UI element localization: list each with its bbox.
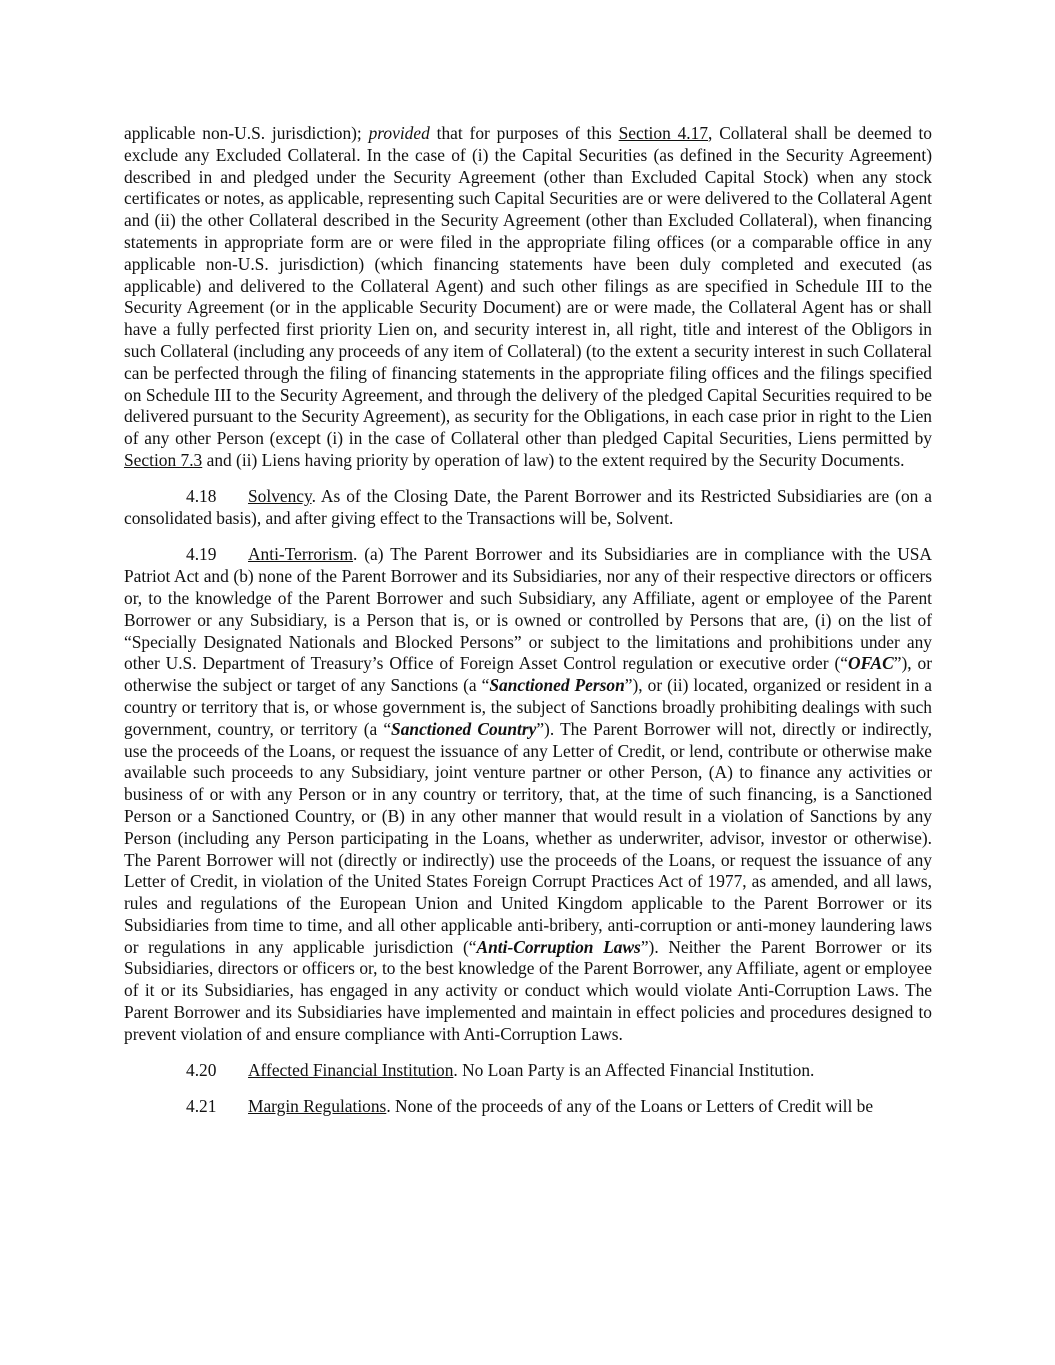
section-reference-4-17: Section 4.17 [618,123,709,143]
section-text: . As of the Closing Date, the Parent Borrower and its Restricted Subsidiaries are (on a consolidated basis), and after giving effect to the Transactions will be, Solvent. [124,486,932,529]
section-title-affected-financial-institution: Affected Financial Institution [248,1060,454,1081]
defined-term-sanctioned-country: Sanctioned Country [391,718,537,739]
section-title-solvency: Solvency [248,486,312,507]
text-run: applicable non-U.S. jurisdiction); [124,123,369,143]
section-text: . (a) The Parent Borrower and its Subsidiaries are in compliance with the USA Patriot Act and (b) none of the Parent Borrower and its Subsidiaries, nor any of their respective directors or officers or, to the knowledge of the Parent Borrower and such Subsidiary, any Affiliate, agent or employee of the Parent Borrower or any Subsidiary, is a Person that is, or is owned or controlled by Persons that are, (i) on the list of “Specially Designated Nationals and Blocked Persons” or subject to the limitations and prohibitions under any other U.S. Department of Treasury’s Office of Foreign Asset Control regulation or executive order (“ [124,544,932,674]
text-run: that for purposes of this [429,123,619,143]
text-run: , Collateral shall be deemed to exclude any Excluded Collateral. In the case of (i) the Capital Securities (as defined in the Security Agreement) described in and pledged under the Security Agreement (other than Excluded Capital Stock) when any stock certificates or notes, as applicable, representing such Capital Securities are or were delivered to the Collateral Agent and (ii) the other Collateral described in the Security Agreement (other than Excluded Collateral), when financing statements in appropriate form are or were filed in the appropriate filing offices (or a comparable office in any applicable non-U.S. jurisdiction) (which financing statements have been duly completed and executed (as applicable) and delivered to the Collateral Agent) and such other filings as are specified in Schedule III to the Security Agreement (or in the applicable Security Document) are or were made, the Collateral Agent has or shall have a fully perfected first priority Lien on, and security interest in, all right, title and interest of the Obligors in such Collateral (including any proceeds of any item of Collateral) (to the extent a security interest in such Collateral can be perfected through the filing of financing statements in the appropriate filing offices and the filings specified on Schedule III to the Security Agreement, and through the delivery of the pledged Capital Securities required to be delivered pursuant to the Security Agreement), as security for the Obligations, in each case prior in right to the Lien of any other Person (except (i) in the case of Collateral other than pledged Capital Securities, Liens permitted by [124,123,932,449]
section-4-18 [124,486,932,530]
section-text: ”). The Parent Borrower will not, directly or indirectly, use the proceeds of the Loans, or request the issuance of any Letter of Credit, or lend, contribute or otherwise make available such proceeds to any Subsidiary, joint venture partner or other Person, (A) to finance any activities or business of or with any Person or in any country or territory, that, at the time of such financing, is a Sanctioned Person or a Sanctioned Country, or (B) in any other manner that would result in a violation of Sanctions by any Person (including any Person participating in the Loans, whether as underwriter, advisor, investor or otherwise). The Parent Borrower will not (directly or indirectly) use the proceeds of the Loans, or request the issuance of any Letter of Credit, in violation of the United States Foreign Corrupt Practices Act of 1977, as amended, and all laws, rules and regulations of the European Union and United Kingdom applicable to the Parent Borrower or its Subsidiaries from time to time, and all other applicable anti-bribery, anti-corruption or anti-money laundering laws or regulations in any applicable jurisdiction (“ [124,718,933,957]
section-title-margin-regulations: Margin Regulations [248,1096,387,1117]
document-page [124,123,932,1133]
section-4-19 [124,544,932,1045]
text-run: and (ii) Liens having priority by operation of law) to the extent required by the Security Documents. [202,449,905,470]
section-title-anti-terrorism: Anti-Terrorism [248,544,354,565]
defined-term-anti-corruption-laws: Anti-Corruption Laws [476,936,641,957]
section-reference-7-3: Section 7.3 [124,449,203,470]
section-number: 4.20 [186,1060,217,1081]
section-number: 4.21 [186,1096,217,1117]
provided-term: provided [368,123,430,143]
section-text: ”), or (ii) located, organized or resident in a country or territory that is, or whose government is, the subject of Sanctions broadly prohibiting dealings with such government, country, or territory (a “ [124,675,932,739]
section-number: 4.18 [186,486,217,507]
section-4-21 [124,1096,932,1118]
defined-term-ofac: OFAC [847,653,894,674]
section-text: . None of the proceeds of any of the Loans or Letters of Credit will be [386,1096,874,1117]
defined-term-sanctioned-person: Sanctioned Person [489,675,625,696]
section-text: ”). Neither the Parent Borrower or its Subsidiaries, directors or officers or, to the best knowledge of the Parent Borrower, any Affiliate, agent or employee of it or its Subsidiaries, has engaged in any activity or conduct which would violate Anti-Corruption Laws. The Parent Borrower and its Subsidiaries have implemented and maintain in effect policies and procedures designed to prevent violation of and ensure compliance with Anti-Corruption Laws. [124,936,932,1044]
section-4-20 [124,1060,932,1082]
collateral-paragraph [124,123,932,472]
section-text: ”), or otherwise the subject or target of any Sanctions (a “ [124,653,932,696]
section-number: 4.19 [186,544,217,565]
section-text: . No Loan Party is an Affected Financial Institution. [453,1060,815,1081]
